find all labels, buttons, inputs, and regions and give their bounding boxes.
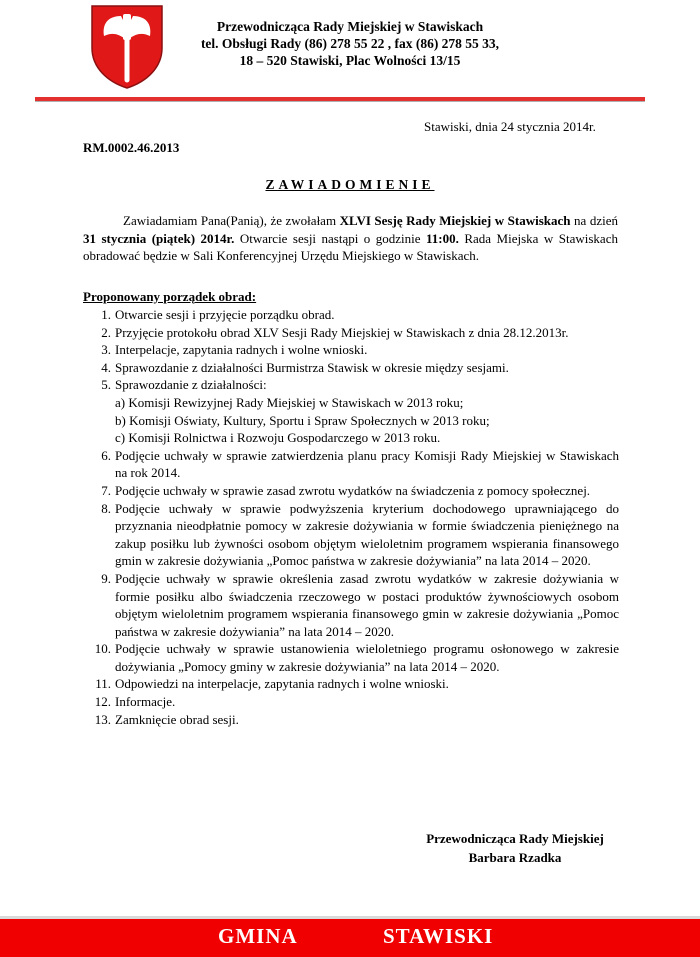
agenda-item-text: Podjęcie uchwały w sprawie zasad zwrotu wydatków na świadczenia z pomocy społecznej.	[115, 482, 591, 498]
intro-session-name: XLVI Sesję Rady Miejskiej w Stawiskach	[339, 213, 571, 228]
document-title: ZAWIADOMIENIE	[265, 177, 435, 192]
agenda-item-text: Interpelacje, zapytania radnych i wolne wnioski.	[115, 342, 368, 358]
agenda-item-text: Podjęcie uchwały w sprawie zatwierdzenia planu pracy Komisji Rady Miejskiej w Stawiskach na rok 2014.	[115, 447, 619, 481]
signature-name: Barbara Rzadka	[468, 850, 562, 865]
date-line: Stawiski, dnia 24 stycznia 2014r.	[424, 119, 596, 134]
agenda-item	[83, 675, 619, 693]
agenda-item	[83, 693, 619, 711]
agenda-item-number: 11.	[95, 676, 111, 692]
agenda-item	[83, 711, 619, 729]
agenda-item	[83, 500, 619, 570]
agenda-item-number: 9.	[101, 570, 111, 586]
footer-gmina: GMINA	[218, 924, 298, 948]
agenda-item-number: 12.	[94, 694, 111, 710]
agenda-item	[83, 640, 619, 675]
agenda-item-text: Sprawozdanie z działalności Burmistrza Stawisk w okresie między sesjami.	[115, 359, 509, 375]
intro-session-time: 11:00.	[426, 230, 459, 246]
agenda-subitem: a) Komisji Rewizyjnej Rady Miejskiej w Stawiskach w 2013 roku;	[115, 394, 464, 410]
intro-session-date: 31 stycznia (piątek) 2014r.	[83, 230, 235, 246]
agenda-item-text: Podjęcie uchwały w sprawie określenia zasad zwrotu wydatków w zakresie dożywiania w formie posiłku albo świadczenia rzeczowego w postaci produktów żywnościowych osobom objętym wieloletnim programem wspierania finansowego gmin w zakresie dożywiania „Pomoc państwa w zakresie dożywiania” na lata 2014 – 2020.	[115, 570, 619, 639]
agenda-item-text: Otwarcie sesji i przyjęcie porządku obrad.	[115, 307, 335, 322]
footer-band	[0, 916, 700, 957]
letterhead	[170, 18, 530, 69]
agenda-item-number: 13.	[94, 711, 111, 727]
agenda-item	[83, 482, 619, 500]
letterhead-line-1: Przewodnicząca Rady Miejskiej w Stawiskach	[216, 19, 484, 34]
agenda-item-number: 10.	[94, 641, 111, 657]
agenda-item-text: Informacje.	[115, 694, 176, 710]
agenda-item	[83, 359, 619, 377]
agenda-item-number: 4.	[101, 359, 111, 375]
agenda-item-text: Odpowiedzi na interpelacje, zapytania radnych i wolne wnioski.	[115, 676, 449, 692]
agenda-item-number: 7.	[101, 482, 111, 498]
agenda-item	[83, 341, 619, 359]
signature-block	[395, 829, 635, 867]
footer-stawiski: STAWISKI	[383, 924, 494, 948]
agenda-item-number: 8.	[101, 500, 111, 516]
agenda-item-text: Podjęcie uchwały w sprawie podwyższenia kryterium dochodowego uprawniającego do przyznania nieodpłatnie pomocy w zakresie dożywiania w formie świadczenia pieniężnego na zakup posiłku lub żywności osobom objętym wieloletnim programem wspierania finansowego gmin w zakresie dożywiania „Pomoc państwa w zakresie dożywiania” na lata 2014 – 2020.	[115, 500, 619, 569]
agenda-item-text: Podjęcie uchwały w sprawie ustanowienia wieloletniego programu osłonowego w zakresie dożywiania „Pomocy gminy w zakresie dożywiania” na lata 2014 – 2020.	[115, 641, 619, 674]
agenda-item-text: Przyjęcie protokołu obrad XLV Sesji Rady Miejskiej w Stawiskach z dnia 28.12.2013r.	[115, 324, 569, 340]
coat-of-arms-axe-shield-icon	[88, 2, 166, 90]
intro-text-2: na dzień	[570, 213, 619, 228]
agenda-item	[83, 570, 619, 640]
agenda-item	[83, 376, 619, 446]
header-divider	[35, 97, 645, 102]
agenda-item-text: Sprawozdanie z działalności:	[115, 377, 267, 393]
agenda-item-number: 5.	[101, 377, 111, 393]
intro-text-4: Rada Miejska w Stawiskach obradować będzie w Sali Konferencyjnej Urzędu Miejskiego w Stawiskach.	[83, 230, 618, 263]
intro-paragraph	[83, 212, 618, 265]
agenda-item-number: 1.	[101, 307, 111, 322]
agenda-item	[83, 324, 619, 342]
agenda-item-number: 6.	[101, 447, 111, 463]
agenda-item-text: Zamknięcie obrad sesji.	[115, 711, 239, 727]
signature-role: Przewodnicząca Rady Miejskiej	[426, 831, 604, 846]
agenda-item-number: 3.	[101, 342, 111, 358]
agenda-list	[83, 306, 619, 728]
letterhead-line-2: tel. Obsługi Rady (86) 278 55 22 , fax (86) 278 55 33,	[200, 36, 500, 51]
footer-divider	[0, 916, 700, 919]
agenda-heading: Proponowany porządek obrad:	[83, 289, 257, 304]
agenda-subitem: c) Komisji Rolnictwa i Rozwoju Gospodarczego w 2013 roku.	[115, 430, 441, 446]
letterhead-line-3: 18 – 520 Stawiski, Plac Wolności 13/15	[239, 53, 461, 68]
reference-number: RM.0002.46.2013	[83, 140, 180, 155]
agenda-item-number: 2.	[101, 324, 111, 340]
agenda-item	[83, 306, 619, 324]
agenda-item-with-subitems	[115, 376, 619, 446]
intro-text-1: Zawiadamiam Pana(Panią), że zwołałam	[123, 213, 340, 228]
intro-text-3: Otwarcie sesji nastąpi o godzinie	[234, 230, 427, 246]
agenda-item	[83, 447, 619, 482]
agenda-subitem: b) Komisji Oświaty, Kultury, Sportu i Spraw Społecznych w 2013 roku;	[115, 412, 490, 428]
